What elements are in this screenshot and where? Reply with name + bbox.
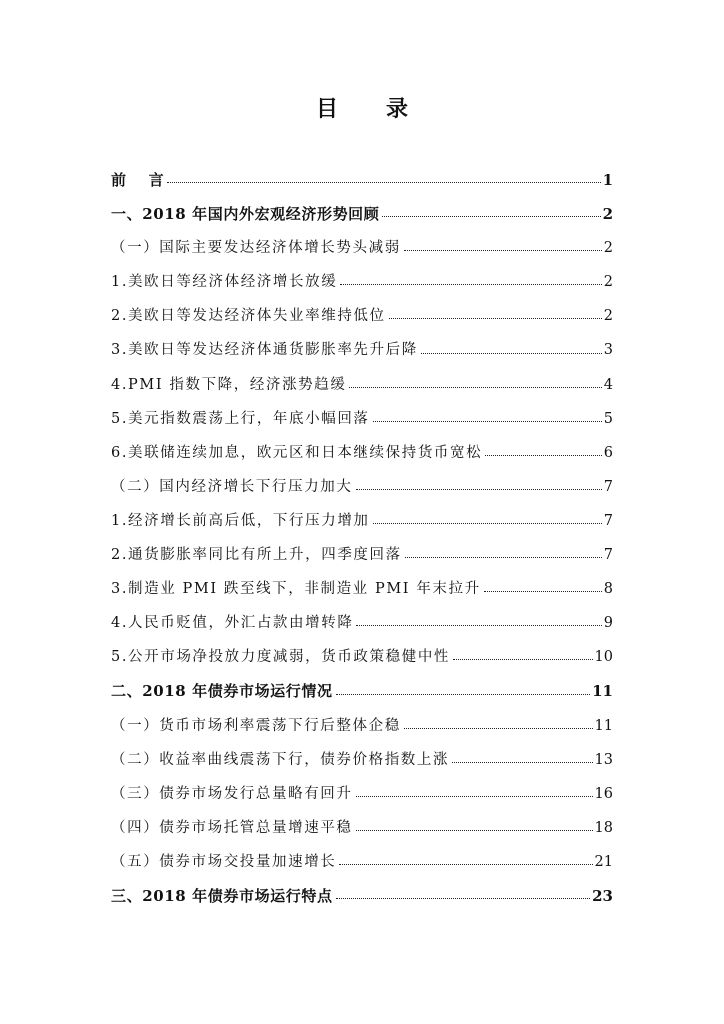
toc-dot-leader <box>421 353 602 354</box>
toc-dot-leader <box>336 898 591 899</box>
toc-entry-label: （三）债券市场发行总量略有回升 <box>111 785 353 802</box>
toc-entry[interactable] <box>111 299 613 333</box>
toc-dot-leader <box>389 318 602 319</box>
toc-entry[interactable] <box>111 743 613 777</box>
toc-entry[interactable] <box>111 674 613 708</box>
toc-dot-leader <box>356 489 602 490</box>
toc-entry-label: 1.经济增长前高后低，下行压力增加 <box>111 512 370 529</box>
toc-page-number: 7 <box>603 512 613 529</box>
toc-title-left: 目 <box>315 96 338 122</box>
toc-page-number: 23 <box>592 886 613 905</box>
toc-dot-leader <box>373 523 602 524</box>
toc-page-number: 10 <box>594 649 613 666</box>
toc-entry-label: 一、2018 年国内外宏观经济形势回顾 <box>111 205 380 224</box>
toc-dot-leader <box>339 864 592 865</box>
toc-page-number: 5 <box>603 410 613 427</box>
toc-page-number: 1 <box>602 171 613 189</box>
toc-entry[interactable] <box>111 197 613 231</box>
toc-entry[interactable] <box>111 538 613 572</box>
toc-page-number: 7 <box>603 478 613 495</box>
toc-page-number: 18 <box>594 819 613 836</box>
toc-dot-leader <box>336 694 591 695</box>
toc-dot-leader <box>453 659 593 660</box>
toc-page-number: 7 <box>603 547 613 564</box>
toc-entry[interactable] <box>111 606 613 640</box>
toc-entry-label: 3.制造业 PMI 跌至线下，非制造业 PMI 年末拉升 <box>111 581 481 598</box>
toc-dot-leader <box>356 625 601 626</box>
toc-dot-leader <box>485 455 602 456</box>
toc-page-number: 8 <box>603 581 613 598</box>
toc-dot-leader <box>484 591 602 592</box>
toc-dot-leader <box>405 557 602 558</box>
toc-entry[interactable] <box>111 777 613 811</box>
toc-page-number: 2 <box>602 205 613 224</box>
toc-page-number: 9 <box>603 615 613 632</box>
toc-entry[interactable] <box>111 572 613 606</box>
toc-page-number: 11 <box>594 717 613 734</box>
toc-entry[interactable] <box>111 163 613 197</box>
toc-entry[interactable] <box>111 879 613 913</box>
toc-entry-label: 5.公开市场净投放力度减弱，货币政策稳健中性 <box>111 649 451 666</box>
toc-dot-leader <box>356 796 593 797</box>
toc-page-number: 11 <box>592 682 613 701</box>
toc-page-number: 6 <box>603 444 613 461</box>
toc-entry-label: 1.美欧日等经济体经济增长放缓 <box>111 274 338 291</box>
toc-entry[interactable] <box>111 709 613 743</box>
toc-entry-label: 3.美欧日等发达经济体通货膨胀率先升后降 <box>111 342 418 359</box>
toc-dot-leader <box>349 387 601 388</box>
toc-entry[interactable] <box>111 845 613 879</box>
toc-entry-label: 2.美欧日等发达经济体失业率维持低位 <box>111 308 386 325</box>
toc-entry[interactable] <box>111 402 613 436</box>
toc-entry[interactable] <box>111 265 613 299</box>
toc-entry-label: 2.通货膨胀率同比有所上升，四季度回落 <box>111 547 402 564</box>
toc-entry[interactable] <box>111 231 613 265</box>
toc-dot-leader <box>404 250 602 251</box>
toc-entry-label: 二、2018 年债券市场运行情况 <box>111 682 333 701</box>
toc-entry-label: 6.美联储连续加息，欧元区和日本继续保持货币宽松 <box>111 444 483 461</box>
toc-entry-label: （二）收益率曲线震荡下行，债券价格指数上涨 <box>111 751 450 768</box>
toc-entry[interactable] <box>111 504 613 538</box>
toc-entry[interactable] <box>111 436 613 470</box>
toc-entry-label: 前 言 <box>111 171 165 189</box>
toc-entry[interactable] <box>111 470 613 504</box>
toc-title-right: 录 <box>386 96 409 122</box>
toc-entry-label: （一）国际主要发达经济体增长势头减弱 <box>111 240 401 257</box>
toc-page-number: 21 <box>594 853 613 870</box>
toc-entry[interactable] <box>111 333 613 367</box>
toc-dot-leader <box>373 421 602 422</box>
toc-dot-leader <box>356 830 593 831</box>
toc-entry-label: 4.PMI 指数下降，经济涨势趋缓 <box>111 376 347 393</box>
toc-dot-leader <box>404 728 593 729</box>
toc-list <box>111 163 613 913</box>
toc-dot-leader <box>382 216 600 217</box>
toc-entry-label: （一）货币市场利率震荡下行后整体企稳 <box>111 717 401 734</box>
toc-entry-label: 4.人民币贬值，外汇占款由增转降 <box>111 615 354 632</box>
toc-dot-leader <box>167 182 600 183</box>
toc-page-number: 2 <box>603 240 613 257</box>
toc-page-number: 16 <box>594 785 613 802</box>
toc-entry[interactable] <box>111 811 613 845</box>
toc-entry-label: （四）债券市场托管总量增速平稳 <box>111 819 353 836</box>
toc-page-number: 4 <box>603 376 613 393</box>
toc-entry[interactable] <box>111 640 613 674</box>
toc-page-number: 2 <box>603 274 613 291</box>
toc-dot-leader <box>340 284 601 285</box>
toc-page-number: 13 <box>594 751 613 768</box>
toc-entry[interactable] <box>111 368 613 402</box>
toc-title <box>0 92 724 123</box>
toc-dot-leader <box>452 762 592 763</box>
toc-entry-label: （五）债券市场交投量加速增长 <box>111 853 337 870</box>
toc-page-number: 3 <box>603 342 613 359</box>
toc-entry-label: （二）国内经济增长下行压力加大 <box>111 478 353 495</box>
toc-page-number: 2 <box>603 308 613 325</box>
toc-entry-label: 5.美元指数震荡上行，年底小幅回落 <box>111 410 370 427</box>
toc-entry-label: 三、2018 年债券市场运行特点 <box>111 886 333 905</box>
